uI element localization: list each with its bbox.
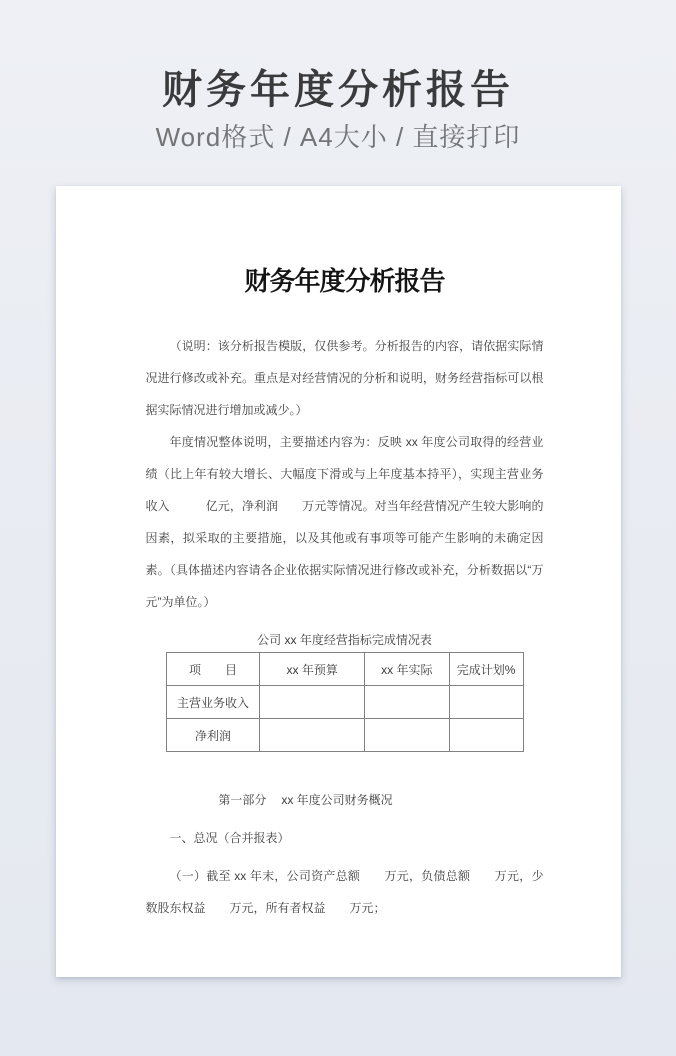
- item-paragraph: （一）截至 xx 年末，公司资产总额 万元，负债总额 万元，少数股东权益 万元，所有者权益 万元；: [145, 869, 544, 915]
- table-header-row: [166, 653, 523, 686]
- header-cell-actual: xx 年实际: [364, 653, 449, 686]
- cell-completion: [449, 686, 523, 719]
- cell-item: 净利润: [166, 719, 260, 752]
- cell-completion: [449, 719, 523, 752]
- document-paper: [56, 186, 621, 977]
- table-row: [166, 719, 523, 752]
- note-paragraph: （说明：该分析报告模版，仅供参考。分析报告的内容，请依据实际情况进行修改或补充。重点是对经营情况的分析和说明，财务经营指标可以根据实际情况进行增加或减少。）: [145, 339, 544, 417]
- overview-paragraph: 年度情况整体说明，主要描述内容为：反映 xx 年度公司取得的经营业绩（比上年有较大增长、大幅度下滑或与上年度基本持平），实现主营业务收入 亿元，净利润 万元等情况。对当年经营情况产生较大影响的因素，拟采取的主要措施，以及其他或有事项等可能产生影响的未确定因素。（具体描述内容请各企业依据实际情况进行修改或补充，分析数据以“万元”为单位。）: [145, 435, 544, 609]
- indicators-table: [166, 652, 524, 752]
- table-caption: 公司 xx 年度经营指标完成情况表: [257, 633, 432, 647]
- part-heading-label: 第一部分: [218, 793, 267, 807]
- banner-title: 财务年度分析报告: [162, 68, 514, 112]
- cell-item: 主营业务收入: [166, 686, 260, 719]
- header-cell-completion: 完成计划%: [449, 653, 523, 686]
- cell-budget: [260, 719, 365, 752]
- banner-subtitle: Word格式 / A4大小 / 直接打印: [155, 122, 521, 152]
- document-title: 财务年度分析报告: [244, 266, 445, 296]
- part-heading-title: xx 年度公司财务概况: [281, 793, 393, 807]
- header-cell-budget: xx 年预算: [260, 653, 365, 686]
- section-sub-heading: 一、总况（合并报表）: [169, 831, 290, 845]
- promo-banner: [0, 0, 676, 152]
- cell-budget: [260, 686, 365, 719]
- part-heading: [146, 784, 544, 816]
- cell-actual: [364, 719, 449, 752]
- cell-actual: [364, 686, 449, 719]
- table-row: [166, 686, 523, 719]
- header-cell-item: 项 目: [166, 653, 260, 686]
